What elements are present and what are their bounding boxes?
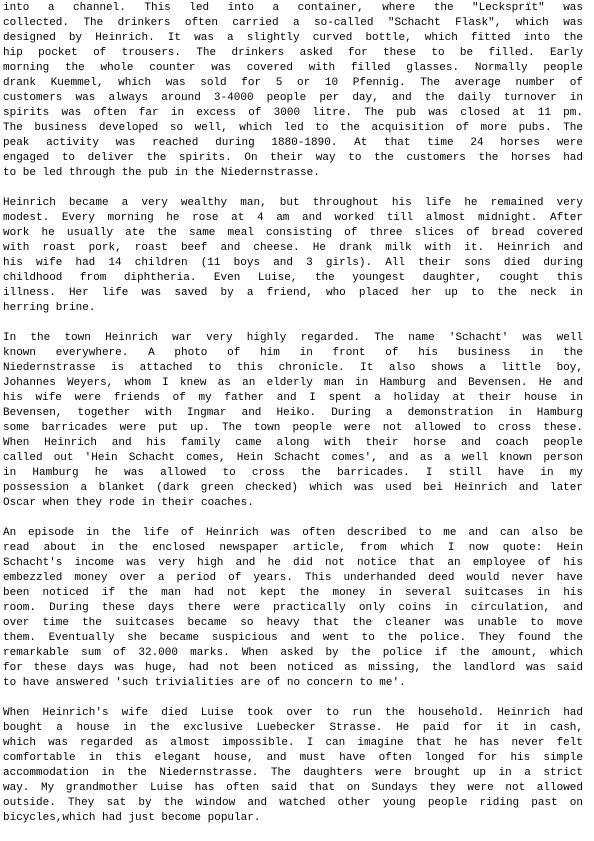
text-line: When Heinrich and his family came along with their horse and coach people (3, 437, 583, 449)
text-line: Heinrich became a very wealthy man, but throughout his life he remained very (3, 197, 583, 209)
text-line: his wife were friends of my father and I spent a holiday at their house in (3, 392, 583, 404)
text-line: work he usually ate the same meal consisting of three slices of bread covered (3, 227, 583, 239)
text-line: drank Kuemmel, which was sold for 5 or 10 Pfennig. The average number of (3, 77, 583, 89)
text-line: When Heinrich's wife died Luise took over to run the household. Heinrich had (3, 707, 583, 719)
text-line: collected. The drinkers often carried a so-called "Schacht Flask", which was (3, 17, 583, 29)
text-line: embezzled money over a period of years. This underhanded deed would never have (3, 572, 583, 584)
text-line: to be led through the pub in the Niedernstrasse. (3, 167, 320, 179)
text-line: comfortable in this elegant house, and must have often longed for his simple (3, 752, 583, 764)
paragraph-1 (3, 1, 583, 181)
document-page (3, 1, 583, 841)
text-line: been noticed if the man had not kept the money in several suitcases in his (3, 587, 583, 599)
text-line: outside. They sat by the window and watched other young people riding past on (3, 797, 583, 809)
text-line: Bevensen, together with Ingmar and Heiko. During a demonstration in Hamburg (3, 407, 583, 419)
text-line: his wife had 14 children (11 boys and 3 girls). All their sons died during (3, 257, 583, 269)
text-line: spirits was often far in excess of 3000 litre. The pub was closed at 11 pm. (3, 107, 583, 119)
text-line: morning the whole counter was covered with filled glasses. Normally people (3, 62, 583, 74)
text-line: room. During these days there were practically only coins in circulation, and (3, 602, 583, 614)
text-line: over time the suitcases became so heavy that the cleaner was unable to move (3, 617, 583, 629)
paragraph-2 (3, 196, 583, 316)
text-line: Oscar when they rode in their coaches. (3, 497, 254, 509)
text-line: bought a house in the exclusive Luebecker Strasse. He paid for it in cash, (3, 722, 583, 734)
text-line: hip pocket of trousers. The drinkers asked for these to be filled. Early (3, 47, 583, 59)
text-line: herring brine. (3, 302, 96, 314)
text-line: The business developed so well, which led to the acquisition of more pubs. The (3, 122, 583, 134)
text-line: called out 'Hein Schacht comes, Hein Schacht comes', and as a well known person (3, 452, 583, 464)
text-line: way. My grandmother Luise has often said that on Sundays they were not allowed (3, 782, 583, 794)
text-line: peak activity was reached during 1880-1890. At that time 24 horses were (3, 137, 583, 149)
paragraph-5 (3, 706, 583, 826)
text-line: read about in the enclosed newspaper article, from which I now quote: Hein (3, 542, 583, 554)
text-line: Johannes Weyers, whom I knew as an elderly man in Hamburg and Bevensen. He and (3, 377, 583, 389)
text-line: An episode in the life of Heinrich was often described to me and can also be (3, 527, 583, 539)
paragraph-3 (3, 331, 583, 511)
text-line: bicycles,which had just become popular. (3, 812, 261, 824)
text-line: with roast pork, roast beef and cheese. He drank milk with it. Heinrich and (3, 242, 583, 254)
text-line: modest. Every morning he rose at 4 am and worked till almost midnight. After (3, 212, 583, 224)
text-line: engaged to deliver the spirits. On their way to the customers the horses had (3, 152, 583, 164)
text-line: remarkable sum of 32.000 marks. When asked by the police if the amount, which (3, 647, 583, 659)
paragraph-4 (3, 526, 583, 691)
text-line: them. Eventually she became suspicious and went to the police. They found the (3, 632, 583, 644)
text-line: to have answered 'such trivialities are of no concern to me'. (3, 677, 406, 689)
text-line: customers was always around 3-4000 people per day, and the daily turnover in (3, 92, 583, 104)
text-line: known everywhere. A photo of him in front of his business in the (3, 347, 583, 359)
text-line: some barricades were put up. The town people were not allowed to cross these. (3, 422, 583, 434)
text-line: In the town Heinrich war very highly regarded. The name 'Schacht' was well (3, 332, 583, 344)
text-line: Niedernstrasse is attached to this chronicle. It also shows a little boy, (3, 362, 583, 374)
text-line: accommodation in the Niedernstrasse. The daughters were brought up in a strict (3, 767, 583, 779)
text-line: designed by Heinrich. It was a slightly curved bottle, which fitted into the (3, 32, 583, 44)
text-line: childhood from diphtheria. Even Luise, the youngest daughter, cought this (3, 272, 583, 284)
text-line: possession a blanket (dark green checked) which was used bei Heinrich and later (3, 482, 583, 494)
text-line: which was regarded as almost impossible. I can imagine that he has never felt (3, 737, 583, 749)
text-line: for these days was huge, had not been noticed as missing, the landlord was said (3, 662, 583, 674)
text-line: illness. Her life was saved by a friend, who placed her up to the neck in (3, 287, 583, 299)
text-line: Schacht's income was very high and he did not notice that an employee of his (3, 557, 583, 569)
text-line: into a channel. This led into a container, where the "Lecksprït" was (3, 2, 583, 14)
text-line: in Hamburg he was allowed to cross the barricades. I still have in my (3, 467, 583, 479)
